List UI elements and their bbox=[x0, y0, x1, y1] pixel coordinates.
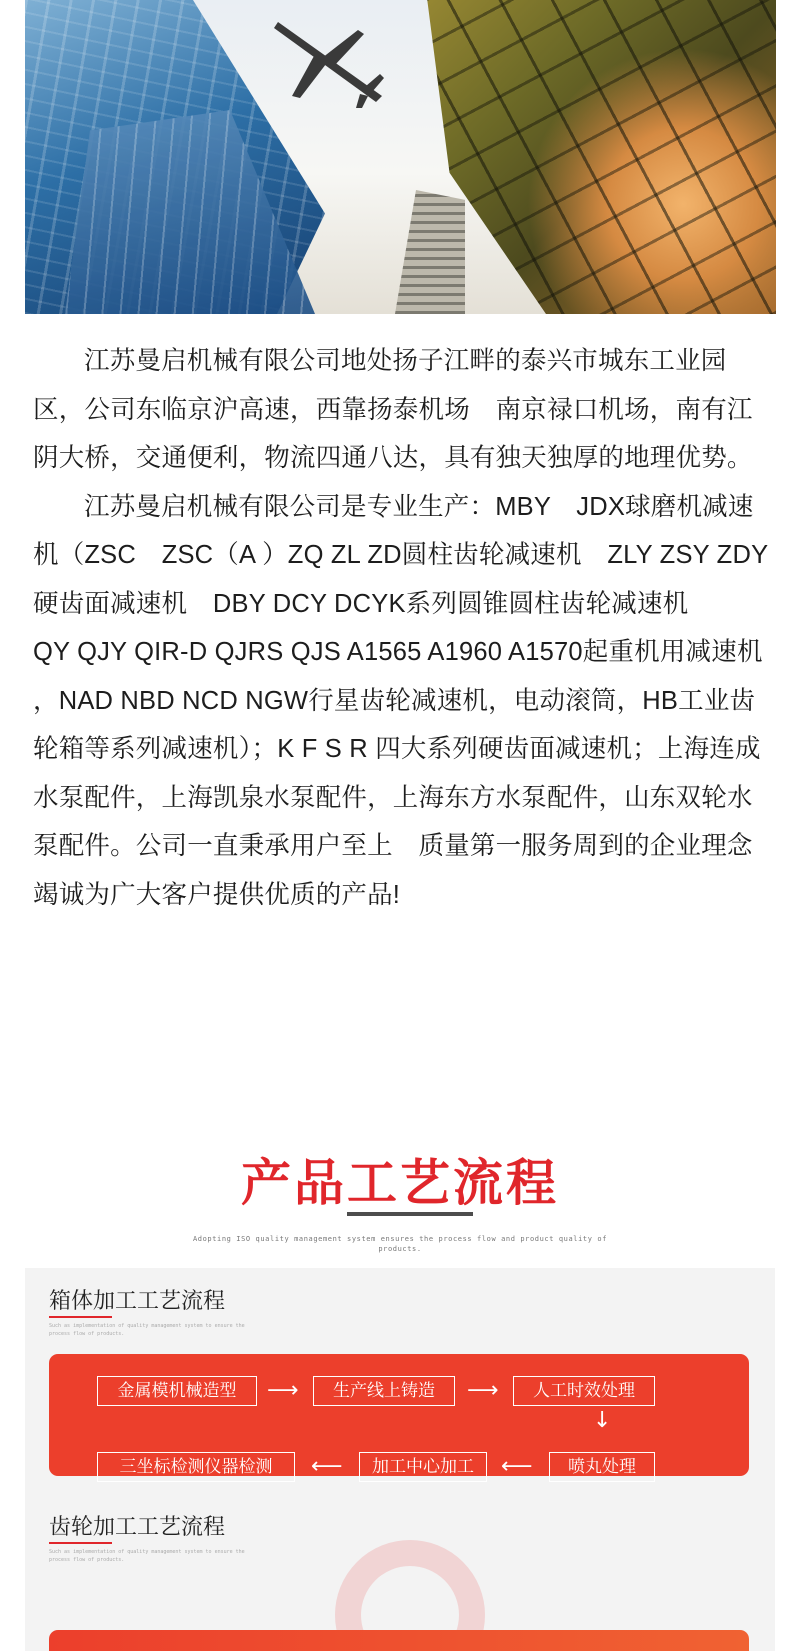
company-intro bbox=[33, 337, 773, 919]
hero-image bbox=[25, 0, 776, 314]
process-panel bbox=[25, 1268, 775, 1651]
group-title-gear: 齿轮加工工艺流程 bbox=[49, 1514, 226, 1539]
group-title-underline bbox=[49, 1542, 112, 1544]
step-shot-blasting: 喷丸处理 bbox=[549, 1452, 655, 1482]
step-aging-treatment: 人工时效处理 bbox=[513, 1376, 655, 1406]
step-line-casting: 生产线上铸造 bbox=[313, 1376, 455, 1406]
process-section-title: 产品工艺流程 bbox=[241, 1155, 559, 1211]
housing-flow-box bbox=[49, 1354, 749, 1479]
intro-paragraph-location: 江苏曼启机械有限公司地处扬子江畔的泰兴市城东工业园区，公司东临京沪高速，西靠扬泰机场 南京禄口机场，南有江阴大桥，交通便利，物流四通八达，具有独天独厚的地理优势。 bbox=[33, 347, 753, 472]
arrow-right-icon: ⟶ bbox=[267, 1378, 299, 1403]
gear-flow-box bbox=[49, 1630, 749, 1651]
process-section-subtitle: Adopting ISO quality management system ensures the process flow and product quality of products. bbox=[192, 1235, 608, 1253]
step-machining-center: 加工中心加工 bbox=[359, 1452, 487, 1482]
group-title-housing: 箱体加工工艺流程 bbox=[49, 1288, 226, 1313]
group-subtitle-gear: Such as implementation of quality management system to ensure the process flow of products. bbox=[49, 1549, 245, 1563]
arrow-left-icon: ⟵ bbox=[501, 1454, 533, 1479]
arrow-left-icon: ⟵ bbox=[311, 1454, 343, 1479]
step-cmm-inspection: 三坐标检测仪器检测 bbox=[97, 1452, 295, 1482]
arrow-right-icon: ⟶ bbox=[467, 1378, 499, 1403]
arrow-down-icon: ↓ bbox=[593, 1408, 612, 1433]
airplane-icon bbox=[270, 12, 390, 112]
group-title-underline bbox=[49, 1316, 112, 1318]
skyscraper-middle bbox=[395, 190, 465, 314]
step-metal-mold-molding: 金属模机械造型 bbox=[97, 1376, 257, 1406]
intro-paragraph-products: 江苏曼启机械有限公司是专业生产：MBY JDX球磨机减速机（ZSC ZSC（A ）ZQ ZL ZD圆柱齿轮减速机 ZLY ZSY ZDY硬齿面减速机 DBY DCY DCYK系列圆锥圆柱齿轮减速机 QY QJY QIR-D QJRS QJS A1565 A1960 A1570起重机用减速机 ，NAD NBD NCD NGW行星齿轮减速机，电动滚筒，HB工业齿轮箱等系列减速机）；K F S R 四大系列硬齿面减速机；上海连成水泵配件，上海凯泉水泵配件，上海东方水泵配件，山东双轮水泵配件。公司一直秉承用户至上 质量第一服务周到的企业理念竭诚为广大客户提供优质的产品! bbox=[33, 492, 769, 909]
group-subtitle-housing: Such as implementation of quality management system to ensure the process flow of products. bbox=[49, 1323, 245, 1337]
title-underline bbox=[347, 1212, 473, 1216]
